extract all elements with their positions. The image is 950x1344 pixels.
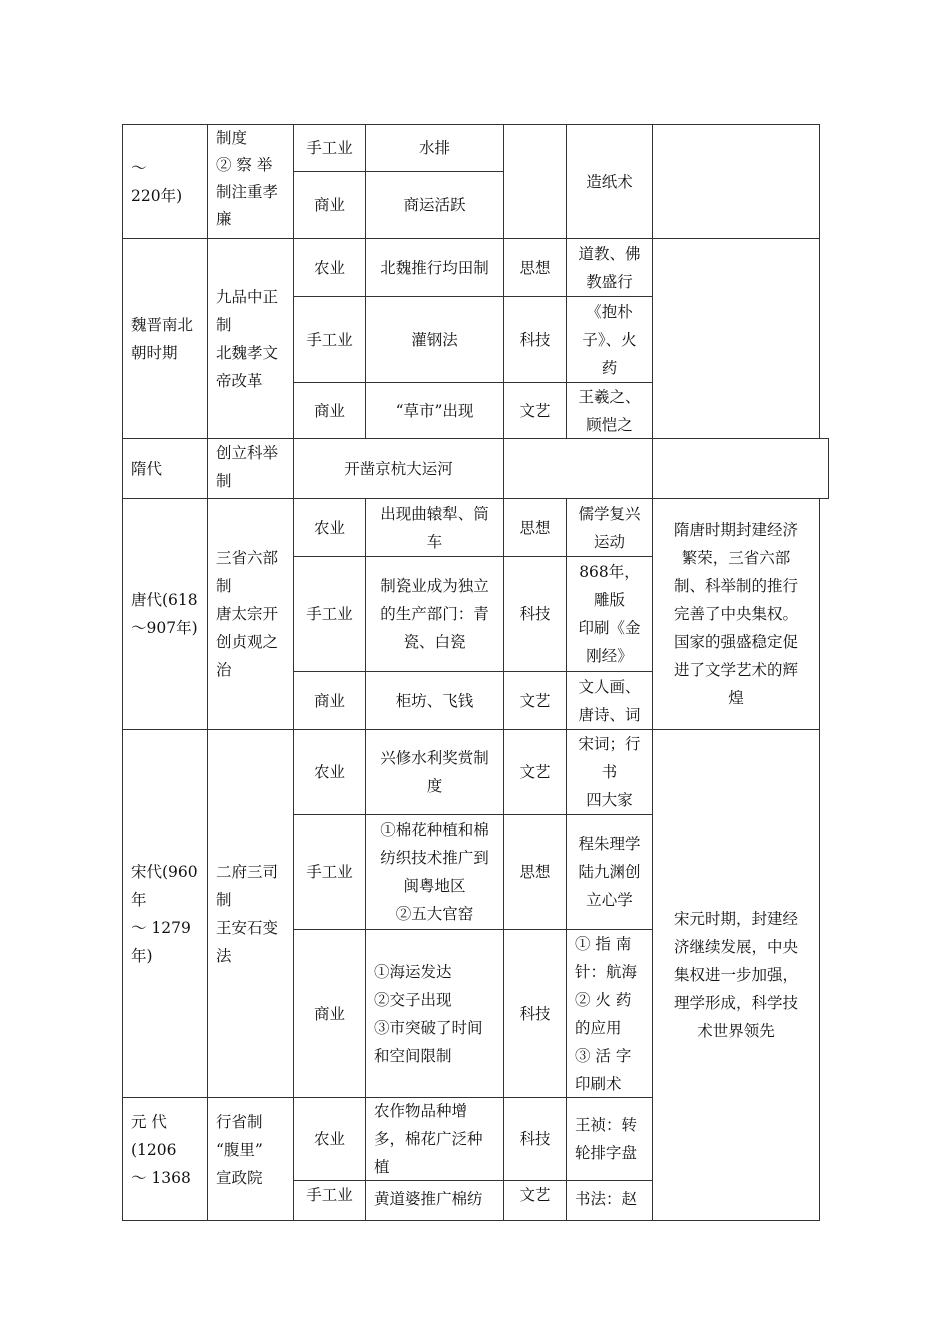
wei-hand-label: 手工业 bbox=[293, 296, 366, 383]
tang-summary: 隋唐时期封建经济 繁荣，三省六部 制、科举制的推行 完善了中央集权。 国家的强盛稳定促 进了文学艺术的辉 煌 bbox=[652, 498, 820, 730]
yuan-politics: 行省制 “腹里” 宣政院 bbox=[207, 1097, 294, 1221]
song-art: 宋词；行 书 四大家 bbox=[566, 729, 653, 815]
wei-agri-label: 农业 bbox=[293, 238, 366, 297]
song-agri-label: 农业 bbox=[293, 729, 366, 815]
song-hand: ①棉花种植和棉 纺织技术推广到 闽粤地区 ②五大官窑 bbox=[365, 814, 504, 930]
tang-agri-label: 农业 bbox=[293, 498, 366, 557]
han-tech: 造纸术 bbox=[566, 124, 653, 239]
han-politics: 制度 ② 察 举 制注重孝 廉 bbox=[207, 124, 294, 239]
yuan-hand-label: 手工业 bbox=[293, 1180, 366, 1221]
yuan-art-label: 文艺 bbox=[503, 1180, 567, 1221]
wei-period: 魏晋南北 朝时期 bbox=[122, 238, 208, 439]
yuan-agri-label: 农业 bbox=[293, 1097, 366, 1181]
tang-art: 文人画、 唐诗、词 bbox=[566, 671, 653, 730]
wei-summary bbox=[652, 238, 820, 439]
sui-culture bbox=[503, 438, 653, 499]
wei-hand: 灌钢法 bbox=[365, 296, 504, 383]
wei-politics: 九品中正 制 北魏孝文 帝改革 bbox=[207, 238, 294, 439]
han-summary bbox=[652, 124, 820, 239]
yuan-hand: 黄道婆推广棉纺 bbox=[365, 1180, 504, 1221]
wei-tech-label: 科技 bbox=[503, 296, 567, 383]
song-period: 宋代(960 年 ～ 1279 年) bbox=[122, 729, 208, 1098]
wei-tech: 《抱朴 子》、火 药 bbox=[566, 296, 653, 383]
song-tech-label: 科技 bbox=[503, 929, 567, 1098]
han-commerce-label: 商业 bbox=[293, 171, 366, 239]
yuan-agri: 农作物品种增 多，棉花广泛种 植 bbox=[365, 1097, 504, 1181]
wei-art: 王羲之、 顾恺之 bbox=[566, 382, 653, 439]
song-thought-label: 思想 bbox=[503, 814, 567, 930]
yuan-tech: 王祯：转 轮排字盘 bbox=[566, 1097, 653, 1181]
yuan-tech-label: 科技 bbox=[503, 1097, 567, 1181]
tang-art-label: 文艺 bbox=[503, 671, 567, 730]
tang-thought: 儒学复兴 运动 bbox=[566, 498, 653, 557]
wei-comm-label: 商业 bbox=[293, 382, 366, 439]
sui-period: 隋代 bbox=[122, 438, 208, 499]
wei-agri: 北魏推行均田制 bbox=[365, 238, 504, 297]
yuan-period: 元 代 (1206 ～ 1368 bbox=[122, 1097, 208, 1221]
song-comm: ①海运发达 ②交子出现 ③市突破了时间 和空间限制 bbox=[365, 929, 504, 1098]
tang-tech-label: 科技 bbox=[503, 556, 567, 672]
wei-thought-label: 思想 bbox=[503, 238, 567, 297]
song-tech: ① 指 南 针：航海 ② 火 药 的应用 ③ 活 字 印刷术 bbox=[566, 929, 653, 1098]
song-thought: 程朱理学 陆九渊创 立心学 bbox=[566, 814, 653, 930]
wei-thought: 道教、佛 教盛行 bbox=[566, 238, 653, 297]
tang-politics: 三省六部 制 唐太宗开 创贞观之 治 bbox=[207, 498, 294, 730]
song-comm-label: 商业 bbox=[293, 929, 366, 1098]
han-empty-label bbox=[503, 124, 567, 239]
song-hand-label: 手工业 bbox=[293, 814, 366, 930]
tang-agri: 出现曲辕犁、筒 车 bbox=[365, 498, 504, 557]
tang-comm: 柜坊、飞钱 bbox=[365, 671, 504, 730]
wei-comm: “草市”出现 bbox=[365, 382, 504, 439]
tang-comm-label: 商业 bbox=[293, 671, 366, 730]
tang-hand: 制瓷业成为独立 的生产部门：青 瓷、白瓷 bbox=[365, 556, 504, 672]
song-agri: 兴修水利奖赏制 度 bbox=[365, 729, 504, 815]
han-period: ～ 220年) bbox=[122, 124, 208, 239]
tang-period: 唐代(618 ～907年) bbox=[122, 498, 208, 730]
han-handicraft: 水排 bbox=[365, 124, 504, 172]
han-commerce: 商运活跃 bbox=[365, 171, 504, 239]
sui-economy: 开凿京杭大运河 bbox=[293, 438, 504, 499]
song-art-label: 文艺 bbox=[503, 729, 567, 815]
tang-hand-label: 手工业 bbox=[293, 556, 366, 672]
tang-thought-label: 思想 bbox=[503, 498, 567, 557]
song-yuan-summary: 宋元时期，封建经 济继续发展，中央 集权进一步加强， 理学形成，科学技 术世界领先 bbox=[652, 729, 820, 1221]
sui-summary bbox=[652, 438, 829, 499]
tang-tech: 868年， 雕版 印刷《金 刚经》 bbox=[566, 556, 653, 672]
sui-politics: 创立科举 制 bbox=[207, 438, 294, 499]
han-handicraft-label: 手工业 bbox=[293, 124, 366, 172]
yuan-art: 书法：赵 bbox=[566, 1180, 653, 1221]
song-politics: 二府三司 制 王安石变 法 bbox=[207, 729, 294, 1098]
wei-art-label: 文艺 bbox=[503, 382, 567, 439]
